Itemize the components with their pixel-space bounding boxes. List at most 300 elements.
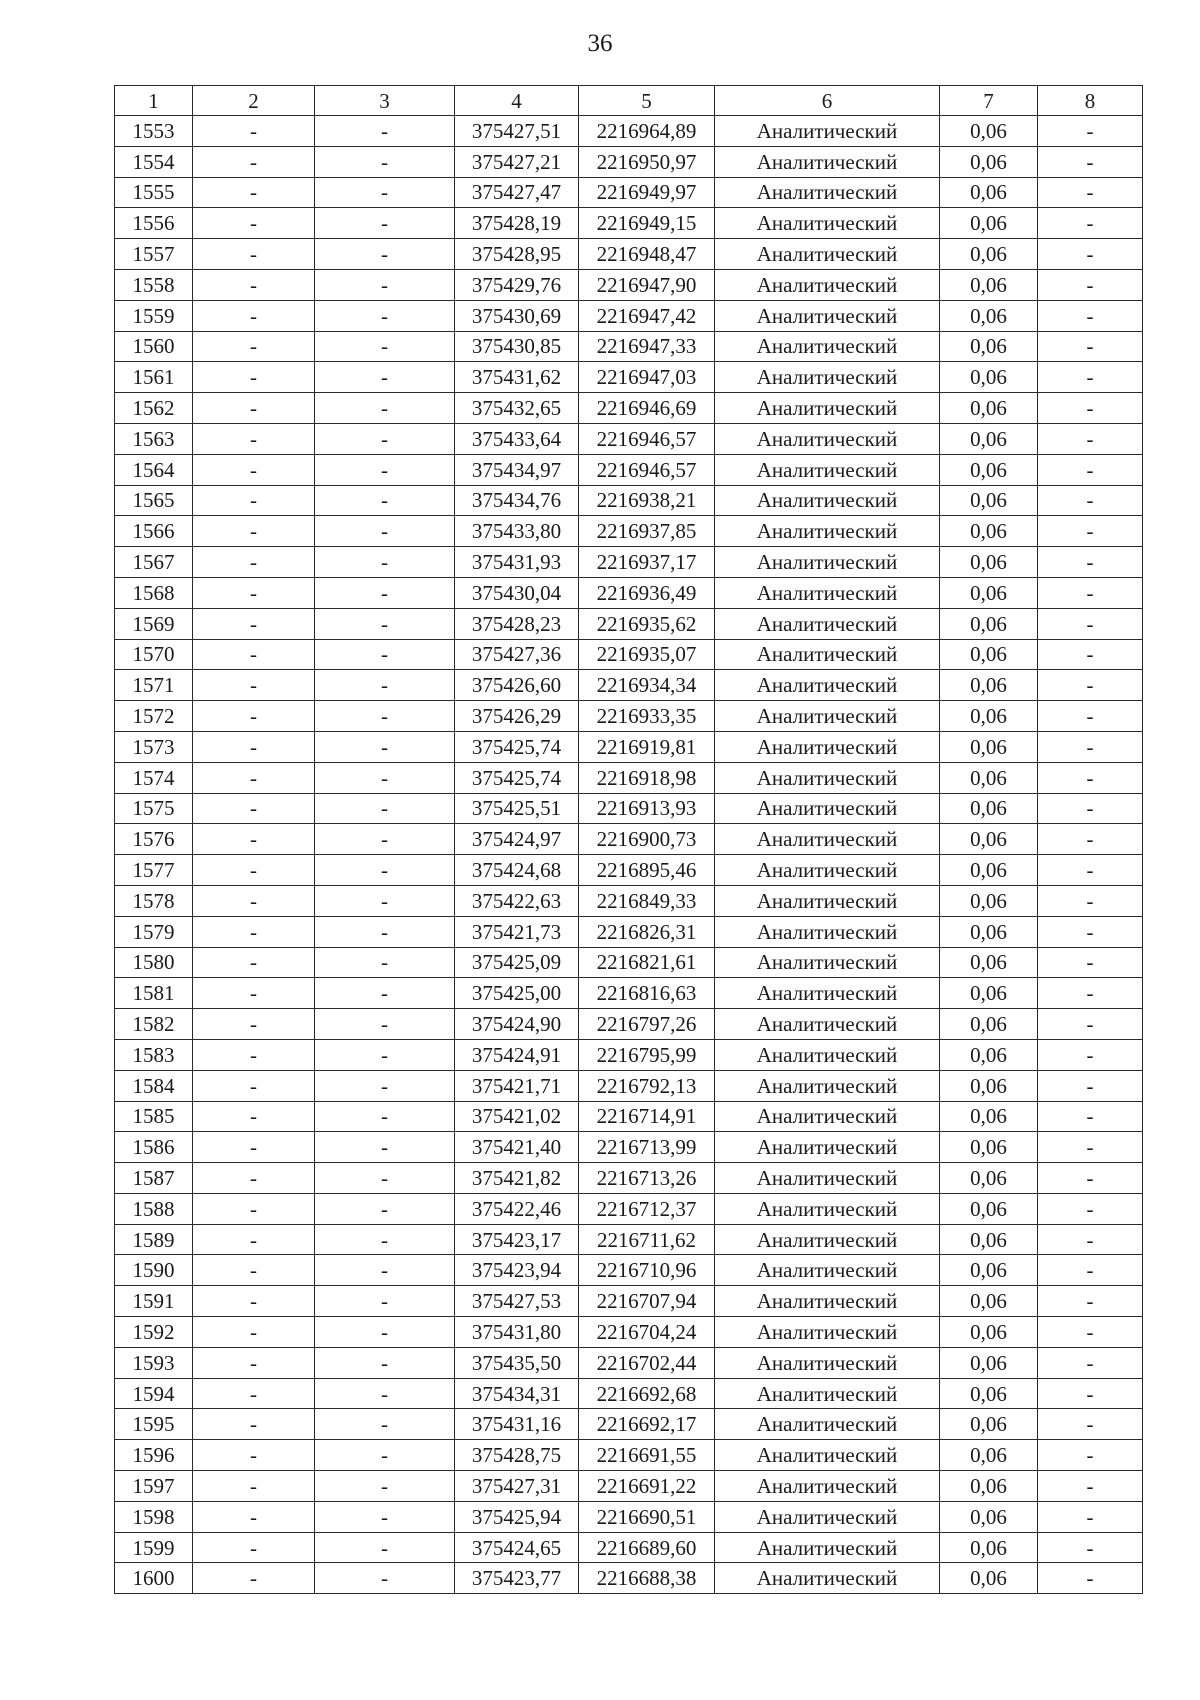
x-coordinate-cell: 375427,31 bbox=[455, 1471, 579, 1502]
col3-cell: - bbox=[315, 1317, 455, 1348]
accuracy-cell: 0,06 bbox=[940, 146, 1038, 177]
x-coordinate-cell: 375429,76 bbox=[455, 269, 579, 300]
table-row bbox=[115, 1563, 1143, 1594]
y-coordinate-cell: 2216690,51 bbox=[579, 1501, 715, 1532]
col8-cell: - bbox=[1038, 1255, 1143, 1286]
method-cell: Аналитический bbox=[715, 1532, 940, 1563]
col2-cell: - bbox=[193, 1070, 315, 1101]
col2-cell: - bbox=[193, 793, 315, 824]
point-number-cell: 1553 bbox=[115, 116, 193, 147]
y-coordinate-cell: 2216919,81 bbox=[579, 731, 715, 762]
table-row bbox=[115, 393, 1143, 424]
point-number-cell: 1590 bbox=[115, 1255, 193, 1286]
col3-cell: - bbox=[315, 1440, 455, 1471]
method-cell: Аналитический bbox=[715, 577, 940, 608]
table-row bbox=[115, 1009, 1143, 1040]
col8-cell: - bbox=[1038, 978, 1143, 1009]
col3-cell: - bbox=[315, 1563, 455, 1594]
method-cell: Аналитический bbox=[715, 1070, 940, 1101]
point-number-cell: 1560 bbox=[115, 331, 193, 362]
method-cell: Аналитический bbox=[715, 116, 940, 147]
accuracy-cell: 0,06 bbox=[940, 1532, 1038, 1563]
x-coordinate-cell: 375425,09 bbox=[455, 947, 579, 978]
y-coordinate-cell: 2216947,03 bbox=[579, 362, 715, 393]
accuracy-cell: 0,06 bbox=[940, 362, 1038, 393]
point-number-cell: 1567 bbox=[115, 547, 193, 578]
x-coordinate-cell: 375427,36 bbox=[455, 639, 579, 670]
table-row bbox=[115, 670, 1143, 701]
point-number-cell: 1596 bbox=[115, 1440, 193, 1471]
col2-cell: - bbox=[193, 916, 315, 947]
method-cell: Аналитический bbox=[715, 1409, 940, 1440]
col3-cell: - bbox=[315, 731, 455, 762]
col3-cell: - bbox=[315, 855, 455, 886]
col3-cell: - bbox=[315, 1378, 455, 1409]
point-number-cell: 1581 bbox=[115, 978, 193, 1009]
y-coordinate-cell: 2216946,57 bbox=[579, 454, 715, 485]
col3-cell: - bbox=[315, 239, 455, 270]
col3-cell: - bbox=[315, 393, 455, 424]
method-cell: Аналитический bbox=[715, 1563, 940, 1594]
table-row bbox=[115, 577, 1143, 608]
x-coordinate-cell: 375425,00 bbox=[455, 978, 579, 1009]
col2-cell: - bbox=[193, 1532, 315, 1563]
y-coordinate-cell: 2216713,26 bbox=[579, 1163, 715, 1194]
col3-cell: - bbox=[315, 670, 455, 701]
accuracy-cell: 0,06 bbox=[940, 1224, 1038, 1255]
point-number-cell: 1573 bbox=[115, 731, 193, 762]
y-coordinate-cell: 2216938,21 bbox=[579, 485, 715, 516]
method-cell: Аналитический bbox=[715, 300, 940, 331]
y-coordinate-cell: 2216947,33 bbox=[579, 331, 715, 362]
column-header: 4 bbox=[455, 86, 579, 116]
y-coordinate-cell: 2216707,94 bbox=[579, 1286, 715, 1317]
col2-cell: - bbox=[193, 177, 315, 208]
table-row bbox=[115, 855, 1143, 886]
method-cell: Аналитический bbox=[715, 824, 940, 855]
col3-cell: - bbox=[315, 1070, 455, 1101]
accuracy-cell: 0,06 bbox=[940, 516, 1038, 547]
x-coordinate-cell: 375431,62 bbox=[455, 362, 579, 393]
point-number-cell: 1575 bbox=[115, 793, 193, 824]
accuracy-cell: 0,06 bbox=[940, 608, 1038, 639]
y-coordinate-cell: 2216933,35 bbox=[579, 701, 715, 732]
x-coordinate-cell: 375425,51 bbox=[455, 793, 579, 824]
accuracy-cell: 0,06 bbox=[940, 1471, 1038, 1502]
col8-cell: - bbox=[1038, 1563, 1143, 1594]
col8-cell: - bbox=[1038, 116, 1143, 147]
method-cell: Аналитический bbox=[715, 608, 940, 639]
y-coordinate-cell: 2216950,97 bbox=[579, 146, 715, 177]
col2-cell: - bbox=[193, 608, 315, 639]
y-coordinate-cell: 2216816,63 bbox=[579, 978, 715, 1009]
table-row bbox=[115, 793, 1143, 824]
point-number-cell: 1594 bbox=[115, 1378, 193, 1409]
col2-cell: - bbox=[193, 885, 315, 916]
point-number-cell: 1587 bbox=[115, 1163, 193, 1194]
y-coordinate-cell: 2216692,17 bbox=[579, 1409, 715, 1440]
col8-cell: - bbox=[1038, 885, 1143, 916]
col2-cell: - bbox=[193, 362, 315, 393]
table-row bbox=[115, 1070, 1143, 1101]
col8-cell: - bbox=[1038, 793, 1143, 824]
col2-cell: - bbox=[193, 947, 315, 978]
x-coordinate-cell: 375421,02 bbox=[455, 1101, 579, 1132]
method-cell: Аналитический bbox=[715, 670, 940, 701]
point-number-cell: 1576 bbox=[115, 824, 193, 855]
x-coordinate-cell: 375430,04 bbox=[455, 577, 579, 608]
accuracy-cell: 0,06 bbox=[940, 1563, 1038, 1594]
col8-cell: - bbox=[1038, 701, 1143, 732]
y-coordinate-cell: 2216692,68 bbox=[579, 1378, 715, 1409]
method-cell: Аналитический bbox=[715, 454, 940, 485]
method-cell: Аналитический bbox=[715, 762, 940, 793]
col3-cell: - bbox=[315, 639, 455, 670]
point-number-cell: 1585 bbox=[115, 1101, 193, 1132]
column-header: 1 bbox=[115, 86, 193, 116]
col8-cell: - bbox=[1038, 762, 1143, 793]
y-coordinate-cell: 2216712,37 bbox=[579, 1193, 715, 1224]
accuracy-cell: 0,06 bbox=[940, 1378, 1038, 1409]
table-row bbox=[115, 1378, 1143, 1409]
col8-cell: - bbox=[1038, 1532, 1143, 1563]
x-coordinate-cell: 375428,23 bbox=[455, 608, 579, 639]
col2-cell: - bbox=[193, 1563, 315, 1594]
accuracy-cell: 0,06 bbox=[940, 1255, 1038, 1286]
y-coordinate-cell: 2216797,26 bbox=[579, 1009, 715, 1040]
col8-cell: - bbox=[1038, 608, 1143, 639]
point-number-cell: 1593 bbox=[115, 1347, 193, 1378]
accuracy-cell: 0,06 bbox=[940, 916, 1038, 947]
accuracy-cell: 0,06 bbox=[940, 1317, 1038, 1348]
accuracy-cell: 0,06 bbox=[940, 824, 1038, 855]
col3-cell: - bbox=[315, 1286, 455, 1317]
method-cell: Аналитический bbox=[715, 269, 940, 300]
x-coordinate-cell: 375428,75 bbox=[455, 1440, 579, 1471]
x-coordinate-cell: 375425,74 bbox=[455, 731, 579, 762]
y-coordinate-cell: 2216947,42 bbox=[579, 300, 715, 331]
col2-cell: - bbox=[193, 239, 315, 270]
accuracy-cell: 0,06 bbox=[940, 423, 1038, 454]
col3-cell: - bbox=[315, 947, 455, 978]
col3-cell: - bbox=[315, 762, 455, 793]
col2-cell: - bbox=[193, 423, 315, 454]
point-number-cell: 1564 bbox=[115, 454, 193, 485]
accuracy-cell: 0,06 bbox=[940, 731, 1038, 762]
method-cell: Аналитический bbox=[715, 1039, 940, 1070]
x-coordinate-cell: 375424,91 bbox=[455, 1039, 579, 1070]
point-number-cell: 1583 bbox=[115, 1039, 193, 1070]
accuracy-cell: 0,06 bbox=[940, 331, 1038, 362]
col8-cell: - bbox=[1038, 1317, 1143, 1348]
y-coordinate-cell: 2216949,15 bbox=[579, 208, 715, 239]
col8-cell: - bbox=[1038, 547, 1143, 578]
method-cell: Аналитический bbox=[715, 1163, 940, 1194]
table-row bbox=[115, 146, 1143, 177]
table-row bbox=[115, 239, 1143, 270]
y-coordinate-cell: 2216937,85 bbox=[579, 516, 715, 547]
col8-cell: - bbox=[1038, 670, 1143, 701]
col3-cell: - bbox=[315, 1224, 455, 1255]
accuracy-cell: 0,06 bbox=[940, 393, 1038, 424]
method-cell: Аналитический bbox=[715, 485, 940, 516]
accuracy-cell: 0,06 bbox=[940, 1070, 1038, 1101]
y-coordinate-cell: 2216937,17 bbox=[579, 547, 715, 578]
method-cell: Аналитический bbox=[715, 423, 940, 454]
col2-cell: - bbox=[193, 577, 315, 608]
point-number-cell: 1592 bbox=[115, 1317, 193, 1348]
method-cell: Аналитический bbox=[715, 916, 940, 947]
x-coordinate-cell: 375432,65 bbox=[455, 393, 579, 424]
col3-cell: - bbox=[315, 1409, 455, 1440]
method-cell: Аналитический bbox=[715, 1132, 940, 1163]
table-row bbox=[115, 1163, 1143, 1194]
method-cell: Аналитический bbox=[715, 1193, 940, 1224]
y-coordinate-cell: 2216713,99 bbox=[579, 1132, 715, 1163]
table-row bbox=[115, 978, 1143, 1009]
col8-cell: - bbox=[1038, 1286, 1143, 1317]
col2-cell: - bbox=[193, 1409, 315, 1440]
x-coordinate-cell: 375427,47 bbox=[455, 177, 579, 208]
y-coordinate-cell: 2216934,34 bbox=[579, 670, 715, 701]
column-header: 2 bbox=[193, 86, 315, 116]
point-number-cell: 1572 bbox=[115, 701, 193, 732]
x-coordinate-cell: 375426,29 bbox=[455, 701, 579, 732]
method-cell: Аналитический bbox=[715, 1471, 940, 1502]
table-row bbox=[115, 516, 1143, 547]
table-row bbox=[115, 1286, 1143, 1317]
col2-cell: - bbox=[193, 1471, 315, 1502]
col3-cell: - bbox=[315, 1471, 455, 1502]
method-cell: Аналитический bbox=[715, 208, 940, 239]
col3-cell: - bbox=[315, 824, 455, 855]
accuracy-cell: 0,06 bbox=[940, 670, 1038, 701]
table-row bbox=[115, 485, 1143, 516]
col8-cell: - bbox=[1038, 1039, 1143, 1070]
col2-cell: - bbox=[193, 1378, 315, 1409]
point-number-cell: 1586 bbox=[115, 1132, 193, 1163]
y-coordinate-cell: 2216947,90 bbox=[579, 269, 715, 300]
method-cell: Аналитический bbox=[715, 1378, 940, 1409]
x-coordinate-cell: 375425,74 bbox=[455, 762, 579, 793]
col8-cell: - bbox=[1038, 824, 1143, 855]
col8-cell: - bbox=[1038, 239, 1143, 270]
method-cell: Аналитический bbox=[715, 331, 940, 362]
x-coordinate-cell: 375421,82 bbox=[455, 1163, 579, 1194]
table-row bbox=[115, 454, 1143, 485]
col2-cell: - bbox=[193, 670, 315, 701]
x-coordinate-cell: 375433,64 bbox=[455, 423, 579, 454]
x-coordinate-cell: 375424,97 bbox=[455, 824, 579, 855]
point-number-cell: 1562 bbox=[115, 393, 193, 424]
col2-cell: - bbox=[193, 1163, 315, 1194]
col3-cell: - bbox=[315, 269, 455, 300]
column-header: 6 bbox=[715, 86, 940, 116]
col8-cell: - bbox=[1038, 485, 1143, 516]
method-cell: Аналитический bbox=[715, 639, 940, 670]
col8-cell: - bbox=[1038, 208, 1143, 239]
y-coordinate-cell: 2216849,33 bbox=[579, 885, 715, 916]
method-cell: Аналитический bbox=[715, 146, 940, 177]
col8-cell: - bbox=[1038, 1347, 1143, 1378]
y-coordinate-cell: 2216935,62 bbox=[579, 608, 715, 639]
col8-cell: - bbox=[1038, 639, 1143, 670]
y-coordinate-cell: 2216949,97 bbox=[579, 177, 715, 208]
method-cell: Аналитический bbox=[715, 1317, 940, 1348]
accuracy-cell: 0,06 bbox=[940, 885, 1038, 916]
y-coordinate-cell: 2216946,57 bbox=[579, 423, 715, 454]
col2-cell: - bbox=[193, 1286, 315, 1317]
point-number-cell: 1579 bbox=[115, 916, 193, 947]
col3-cell: - bbox=[315, 1132, 455, 1163]
point-number-cell: 1566 bbox=[115, 516, 193, 547]
col8-cell: - bbox=[1038, 1409, 1143, 1440]
table-row bbox=[115, 885, 1143, 916]
method-cell: Аналитический bbox=[715, 393, 940, 424]
col8-cell: - bbox=[1038, 177, 1143, 208]
point-number-cell: 1600 bbox=[115, 1563, 193, 1594]
accuracy-cell: 0,06 bbox=[940, 1409, 1038, 1440]
col8-cell: - bbox=[1038, 1132, 1143, 1163]
x-coordinate-cell: 375434,76 bbox=[455, 485, 579, 516]
method-cell: Аналитический bbox=[715, 731, 940, 762]
y-coordinate-cell: 2216711,62 bbox=[579, 1224, 715, 1255]
col2-cell: - bbox=[193, 1501, 315, 1532]
y-coordinate-cell: 2216795,99 bbox=[579, 1039, 715, 1070]
col8-cell: - bbox=[1038, 1009, 1143, 1040]
col8-cell: - bbox=[1038, 1101, 1143, 1132]
point-number-cell: 1571 bbox=[115, 670, 193, 701]
point-number-cell: 1599 bbox=[115, 1532, 193, 1563]
table-row bbox=[115, 1409, 1143, 1440]
table-row bbox=[115, 1039, 1143, 1070]
col2-cell: - bbox=[193, 1009, 315, 1040]
x-coordinate-cell: 375431,93 bbox=[455, 547, 579, 578]
method-cell: Аналитический bbox=[715, 239, 940, 270]
col3-cell: - bbox=[315, 454, 455, 485]
col2-cell: - bbox=[193, 516, 315, 547]
point-number-cell: 1569 bbox=[115, 608, 193, 639]
accuracy-cell: 0,06 bbox=[940, 1501, 1038, 1532]
x-coordinate-cell: 375430,69 bbox=[455, 300, 579, 331]
col3-cell: - bbox=[315, 577, 455, 608]
method-cell: Аналитический bbox=[715, 516, 940, 547]
method-cell: Аналитический bbox=[715, 1440, 940, 1471]
col8-cell: - bbox=[1038, 1471, 1143, 1502]
table-row bbox=[115, 639, 1143, 670]
accuracy-cell: 0,06 bbox=[940, 701, 1038, 732]
method-cell: Аналитический bbox=[715, 1286, 940, 1317]
col2-cell: - bbox=[193, 1317, 315, 1348]
y-coordinate-cell: 2216948,47 bbox=[579, 239, 715, 270]
point-number-cell: 1556 bbox=[115, 208, 193, 239]
point-number-cell: 1580 bbox=[115, 947, 193, 978]
col3-cell: - bbox=[315, 885, 455, 916]
col3-cell: - bbox=[315, 978, 455, 1009]
table-row bbox=[115, 824, 1143, 855]
col3-cell: - bbox=[315, 1101, 455, 1132]
table-row bbox=[115, 177, 1143, 208]
column-header: 7 bbox=[940, 86, 1038, 116]
table-row bbox=[115, 208, 1143, 239]
point-number-cell: 1559 bbox=[115, 300, 193, 331]
col3-cell: - bbox=[315, 1255, 455, 1286]
point-number-cell: 1598 bbox=[115, 1501, 193, 1532]
col2-cell: - bbox=[193, 1255, 315, 1286]
accuracy-cell: 0,06 bbox=[940, 947, 1038, 978]
y-coordinate-cell: 2216895,46 bbox=[579, 855, 715, 886]
x-coordinate-cell: 375422,63 bbox=[455, 885, 579, 916]
table-row bbox=[115, 701, 1143, 732]
x-coordinate-cell: 375421,40 bbox=[455, 1132, 579, 1163]
col2-cell: - bbox=[193, 146, 315, 177]
point-number-cell: 1563 bbox=[115, 423, 193, 454]
method-cell: Аналитический bbox=[715, 1101, 940, 1132]
x-coordinate-cell: 375421,71 bbox=[455, 1070, 579, 1101]
y-coordinate-cell: 2216821,61 bbox=[579, 947, 715, 978]
point-number-cell: 1574 bbox=[115, 762, 193, 793]
col2-cell: - bbox=[193, 547, 315, 578]
accuracy-cell: 0,06 bbox=[940, 1101, 1038, 1132]
x-coordinate-cell: 375423,77 bbox=[455, 1563, 579, 1594]
col2-cell: - bbox=[193, 762, 315, 793]
x-coordinate-cell: 375427,51 bbox=[455, 116, 579, 147]
accuracy-cell: 0,06 bbox=[940, 1132, 1038, 1163]
point-number-cell: 1568 bbox=[115, 577, 193, 608]
col8-cell: - bbox=[1038, 454, 1143, 485]
accuracy-cell: 0,06 bbox=[940, 239, 1038, 270]
col2-cell: - bbox=[193, 1039, 315, 1070]
col3-cell: - bbox=[315, 1501, 455, 1532]
table-row bbox=[115, 762, 1143, 793]
col3-cell: - bbox=[315, 423, 455, 454]
table-row bbox=[115, 331, 1143, 362]
col2-cell: - bbox=[193, 855, 315, 886]
table-row bbox=[115, 1440, 1143, 1471]
y-coordinate-cell: 2216826,31 bbox=[579, 916, 715, 947]
y-coordinate-cell: 2216689,60 bbox=[579, 1532, 715, 1563]
y-coordinate-cell: 2216946,69 bbox=[579, 393, 715, 424]
col8-cell: - bbox=[1038, 362, 1143, 393]
col8-cell: - bbox=[1038, 1501, 1143, 1532]
table-row bbox=[115, 116, 1143, 147]
method-cell: Аналитический bbox=[715, 1009, 940, 1040]
col2-cell: - bbox=[193, 116, 315, 147]
method-cell: Аналитический bbox=[715, 885, 940, 916]
col8-cell: - bbox=[1038, 1224, 1143, 1255]
accuracy-cell: 0,06 bbox=[940, 978, 1038, 1009]
y-coordinate-cell: 2216688,38 bbox=[579, 1563, 715, 1594]
accuracy-cell: 0,06 bbox=[940, 300, 1038, 331]
method-cell: Аналитический bbox=[715, 1501, 940, 1532]
col2-cell: - bbox=[193, 824, 315, 855]
x-coordinate-cell: 375421,73 bbox=[455, 916, 579, 947]
table-row bbox=[115, 1347, 1143, 1378]
method-cell: Аналитический bbox=[715, 793, 940, 824]
x-coordinate-cell: 375433,80 bbox=[455, 516, 579, 547]
method-cell: Аналитический bbox=[715, 1224, 940, 1255]
col3-cell: - bbox=[315, 1163, 455, 1194]
point-number-cell: 1558 bbox=[115, 269, 193, 300]
x-coordinate-cell: 375428,95 bbox=[455, 239, 579, 270]
accuracy-cell: 0,06 bbox=[940, 1440, 1038, 1471]
col3-cell: - bbox=[315, 177, 455, 208]
x-coordinate-cell: 375427,21 bbox=[455, 146, 579, 177]
col8-cell: - bbox=[1038, 393, 1143, 424]
y-coordinate-cell: 2216913,93 bbox=[579, 793, 715, 824]
point-number-cell: 1557 bbox=[115, 239, 193, 270]
x-coordinate-cell: 375424,65 bbox=[455, 1532, 579, 1563]
